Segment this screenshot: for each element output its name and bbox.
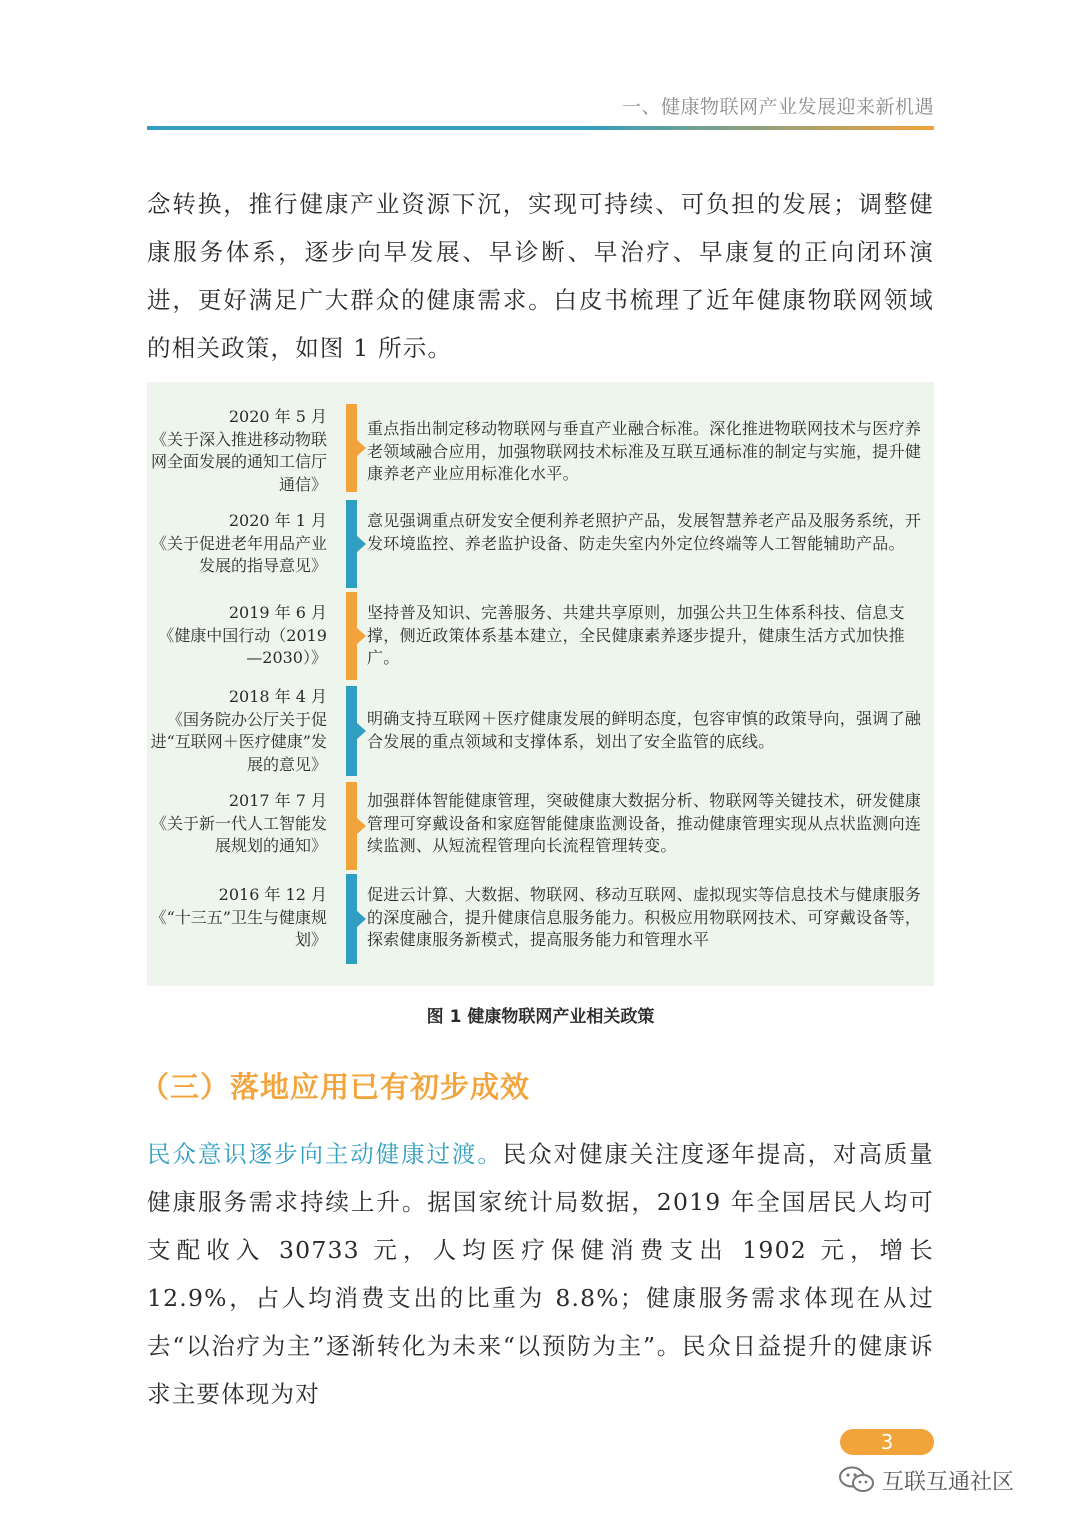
policy-row [147,790,934,870]
policy-title [147,406,327,496]
policy-title [147,790,327,858]
policy-name: 《关于促进老年用品产业发展的指导意见》 [150,533,327,575]
policy-title [147,686,327,776]
timeline-bar [346,592,357,680]
policy-name: 《“十三五”卫生与健康规划》 [150,907,327,949]
timeline-bar [346,500,357,588]
policy-date: 2018 年 4 月 [228,687,327,706]
policy-title [147,510,327,578]
figure-caption: 图 1 健康物联网产业相关政策 [426,1007,655,1027]
policy-title [147,602,327,670]
policy-description: 促进云计算、大数据、物联网、移动互联网、虚拟现实等信息技术与健康服务的深度融合，提升健康信息服务能力。积极应用物联网技术、可穿戴设备等，探索健康服务新模式，提高服务能力和管理水平 [367,885,922,949]
policy-row [147,602,934,682]
page-header [147,88,934,130]
timeline-bar [346,782,357,870]
wechat-icon [838,1465,876,1495]
body-paragraph [147,1130,934,1418]
intro-paragraph: 念转换，推行健康产业资源下沉，实现可持续、可负担的发展；调整健康服务体系，逐步向早发展、早诊断、早治疗、早康复的正向闭环演进，更好满足广大群众的健康需求。白皮书梳理了近年健康物联网领域的相关政策，如图 1 所示。 [147,190,934,362]
policy-title [147,884,327,952]
paragraph-text: 民众对健康关注度逐年提高，对高质量健康服务需求持续上升。据国家统计局数据，2019 年全国居民人均可支配收入 30733 元，人均医疗保健消费支出 1902 元，增长 12.9%，占人均消费支出的比重为 8.8%；健康服务需求体现在从过去“以治疗为主”逐渐转化为未来“以预防为主”。民众日益提升的健康诉求主要体现为对 [147,1140,934,1408]
timeline-bar [346,404,357,492]
policy-row [147,510,934,590]
page-number: 3 [840,1429,934,1455]
paragraph-lead: 民众意识逐步向主动健康过渡。 [147,1140,503,1168]
policy-description: 加强群体智能健康管理，突破健康大数据分析、物联网等关键技术，研发健康管理可穿戴设备和家庭智能健康监测设备，推动健康管理实现从点状监测向连续监测、从短流程管理向长流程管理转变。 [367,791,922,855]
header-rule [147,126,934,130]
policy-name: 《关于深入推进移动物联网全面发展的通知工信厅通信》 [150,429,327,494]
policy-name: 《国务院办公厅关于促进“互联网＋医疗健康”发展的意见》 [150,709,327,774]
policy-date: 2019 年 6 月 [228,603,327,622]
policy-row [147,884,934,964]
policy-name: 《关于新一代人工智能发展规划的通知》 [150,813,327,855]
policy-description: 重点指出制定移动物联网与垂直产业融合标准。深化推进物联网技术与医疗养老领域融合应用，加强物联网技术标准及互联互通标准的制定与实施，提升健康养老产业应用标准化水平。 [367,419,922,483]
section-heading: （三）落地应用已有初步成效 [140,1070,531,1104]
policy-row [147,686,934,778]
watermark-text: 互联互通社区 [882,1469,1015,1495]
policy-row [147,406,934,494]
header-title: 一、健康物联网产业发展迎来新机遇 [621,96,934,118]
policy-date: 2020 年 1 月 [228,511,327,530]
policy-date: 2016 年 12 月 [218,885,327,904]
policy-date: 2017 年 7 月 [228,791,327,810]
policy-date: 2020 年 5 月 [228,407,327,426]
watermark [838,1463,1014,1497]
policy-name: 《健康中国行动（2019—2030）》 [158,625,327,667]
timeline-bar [346,686,357,776]
timeline-bar [346,874,357,964]
policy-description: 意见强调重点研发安全便利养老照护产品，发展智慧养老产品及服务系统，开发环境监控、养老监护设备、防走失室内外定位终端等人工智能辅助产品。 [367,511,922,553]
policy-figure [147,382,934,986]
policy-description: 明确支持互联网＋医疗健康发展的鲜明态度，包容审慎的政策导向，强调了融合发展的重点领域和支撑体系，划出了安全监管的底线。 [367,709,922,751]
policy-description: 坚持普及知识、完善服务、共建共享原则，加强公共卫生体系科技、信息支撑，侧近政策体系基本建立，全民健康素养逐步提升，健康生活方式加快推广。 [367,603,905,667]
